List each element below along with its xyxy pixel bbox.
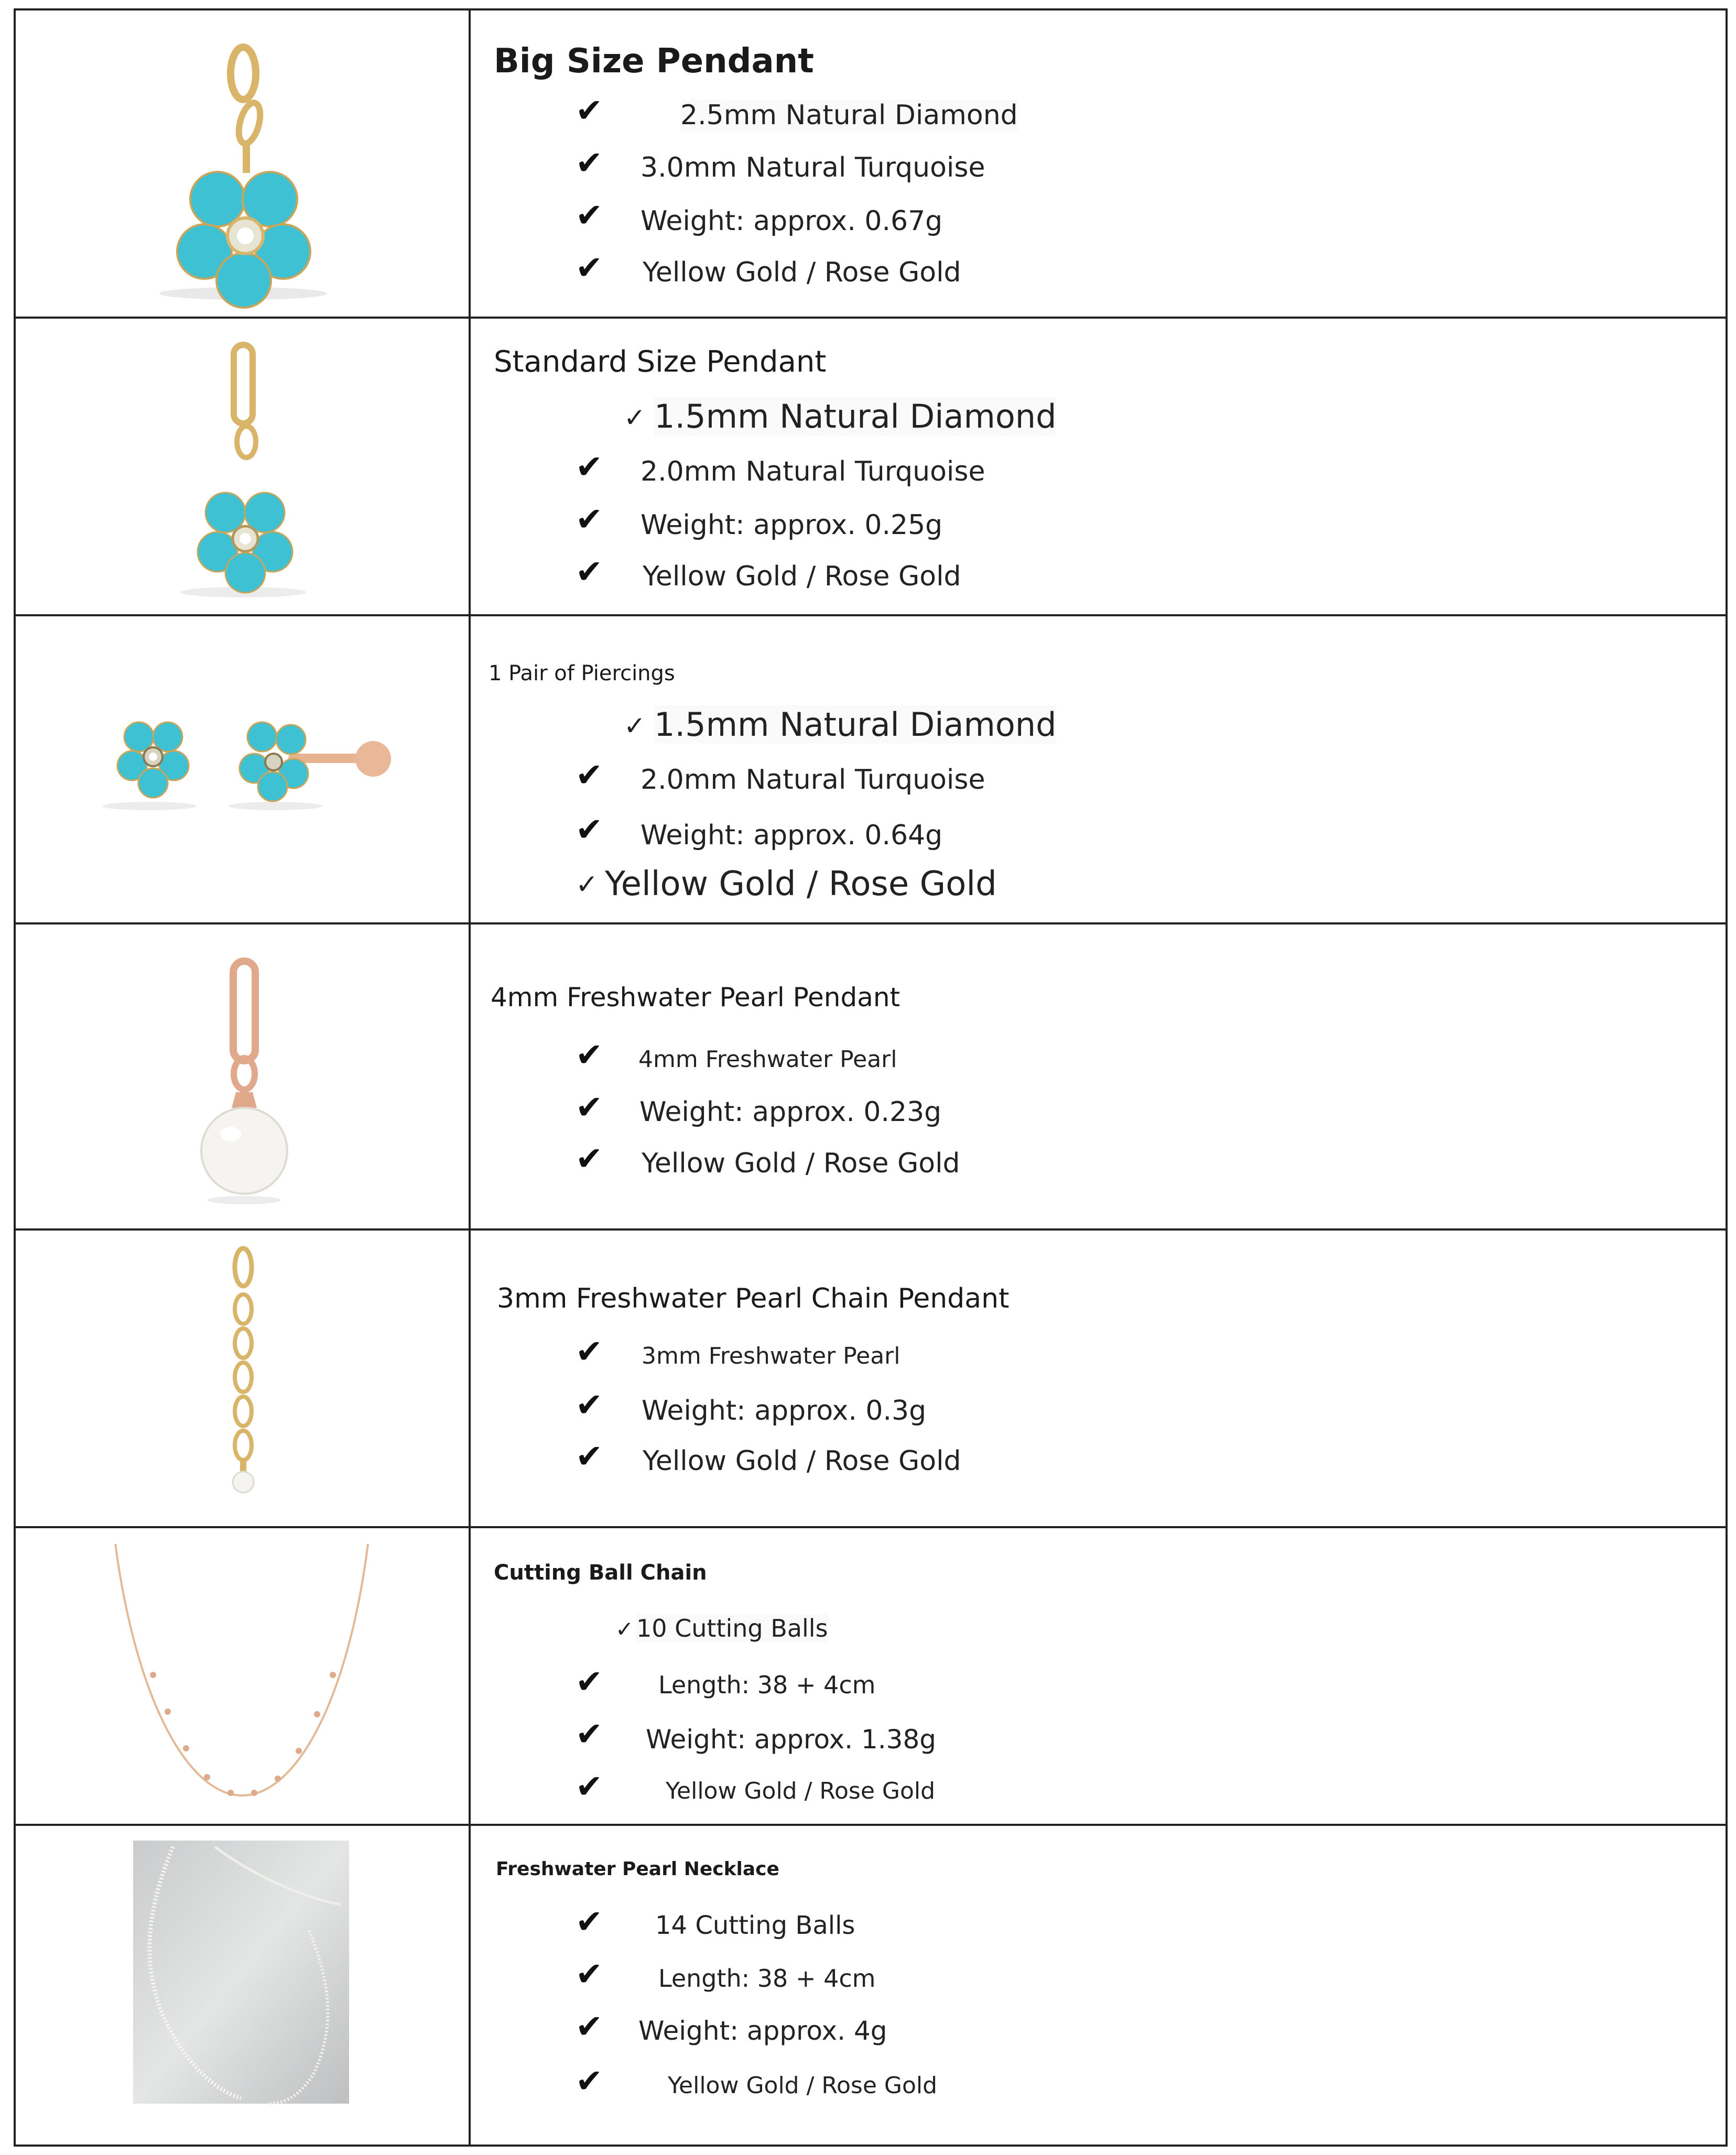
checkmark-icon: ✔ [576,1955,603,1993]
feature-text: Yellow Gold / Rose Gold [643,257,961,288]
feature-text: Weight: approx. 0.23g [639,1096,942,1128]
feature-text: Yellow Gold / Rose Gold [643,561,961,592]
product-image-cell [16,10,471,317]
feature-text: Yellow Gold / Rose Gold [605,865,997,904]
checkmark-icon: ✔ [576,196,603,234]
table-row [16,317,1726,614]
product-spec-table [14,8,1728,2147]
pearl-pendant-icon [16,924,471,1231]
checkmark-icon: ✓ [624,711,646,741]
product-details-cell [471,1231,1726,1526]
product-image-cell [16,616,471,922]
checkmark-icon: ✔ [576,91,603,129]
table-row [16,614,1726,922]
table-row [16,1526,1726,1824]
pearl-necklace-photo-icon [16,1826,471,2147]
feature-text: 2.0mm Natural Turquoise [641,456,985,487]
product-title: Standard Size Pendant [494,345,827,379]
table-row [16,10,1726,317]
product-image-cell [16,1528,471,1824]
feature-text: Weight: approx. 0.64g [641,820,943,851]
checkmark-icon: ✔ [576,1902,603,1941]
checkmark-icon: ✔ [576,1088,603,1126]
checkmark-icon: ✔ [576,144,603,182]
ball-chain-necklace-icon [16,1528,471,1826]
checkmark-icon: ✓ [576,869,599,900]
feature-text: Yellow Gold / Rose Gold [643,1445,961,1477]
product-image-cell [16,1826,471,2145]
table-row [16,1228,1726,1526]
feature-text: Yellow Gold / Rose Gold [666,1778,936,1804]
feature-text: Length: 38 + 4cm [658,1964,876,1993]
checkmark-icon: ✔ [576,1332,603,1370]
feature-text: Weight: approx. 0.25g [641,509,943,541]
table-row [16,922,1726,1228]
feature-text: Yellow Gold / Rose Gold [668,2072,938,2099]
feature-text: 2.5mm Natural Diamond [680,100,1018,131]
checkmark-icon: ✔ [576,248,603,287]
checkmark-icon: ✔ [576,1767,603,1805]
checkmark-icon: ✔ [576,810,603,848]
checkmark-icon: ✔ [576,1437,603,1475]
product-details-cell [471,616,1726,922]
feature-text: Weight: approx. 4g [638,2016,887,2046]
feature-text: 3.0mm Natural Turquoise [641,152,985,183]
checkmark-icon: ✔ [576,1715,603,1753]
checkmark-icon: ✔ [576,1139,603,1178]
checkmark-icon: ✔ [576,552,603,591]
feature-text: Length: 38 + 4cm [658,1671,876,1699]
turquoise-flower-pendant-icon [16,10,471,317]
product-title: 4mm Freshwater Pearl Pendant [491,982,900,1013]
product-details-cell [471,319,1726,614]
product-details-cell [471,1528,1726,1824]
feature-text: 10 Cutting Balls [636,1614,828,1642]
product-title: Freshwater Pearl Necklace [496,1858,779,1880]
small-turquoise-flower-pendant-icon [16,319,471,616]
checkmark-icon: ✔ [576,448,603,486]
product-details-cell [471,1826,1726,2145]
product-image-cell [16,924,471,1228]
feature-text: Yellow Gold / Rose Gold [642,1148,960,1179]
checkmark-icon: ✓ [615,1616,634,1642]
feature-text: Weight: approx. 0.67g [641,205,943,237]
feature-text: 1.5mm Natural Diamond [654,705,1057,744]
feature-text: Weight: approx. 1.38g [646,1724,937,1755]
turquoise-flower-piercings-icon [16,616,471,924]
product-details-cell [471,10,1726,317]
product-title: Big Size Pendant [494,42,814,81]
checkmark-icon: ✔ [576,500,603,538]
feature-text: 3mm Freshwater Pearl [642,1343,900,1369]
feature-text: 4mm Freshwater Pearl [638,1046,897,1073]
feature-text: Weight: approx. 0.3g [642,1395,927,1427]
product-details-cell [471,924,1726,1228]
feature-text: 14 Cutting Balls [655,1911,855,1940]
product-image-cell [16,1231,471,1526]
product-image-cell [16,319,471,614]
feature-text: 1.5mm Natural Diamond [654,397,1057,436]
table-row [16,1824,1726,2145]
checkmark-icon: ✔ [576,1386,603,1424]
checkmark-icon: ✔ [576,2062,603,2100]
pearl-chain-pendant-icon [16,1231,471,1528]
product-title: 1 Pair of Piercings [489,661,675,685]
feature-text: 2.0mm Natural Turquoise [641,764,985,796]
checkmark-icon: ✔ [576,756,603,794]
checkmark-icon: ✓ [624,402,646,433]
checkmark-icon: ✔ [576,1036,603,1074]
product-title: 3mm Freshwater Pearl Chain Pendant [497,1283,1010,1314]
product-title: Cutting Ball Chain [494,1561,707,1585]
checkmark-icon: ✔ [576,2007,603,2045]
checkmark-icon: ✔ [576,1662,603,1701]
